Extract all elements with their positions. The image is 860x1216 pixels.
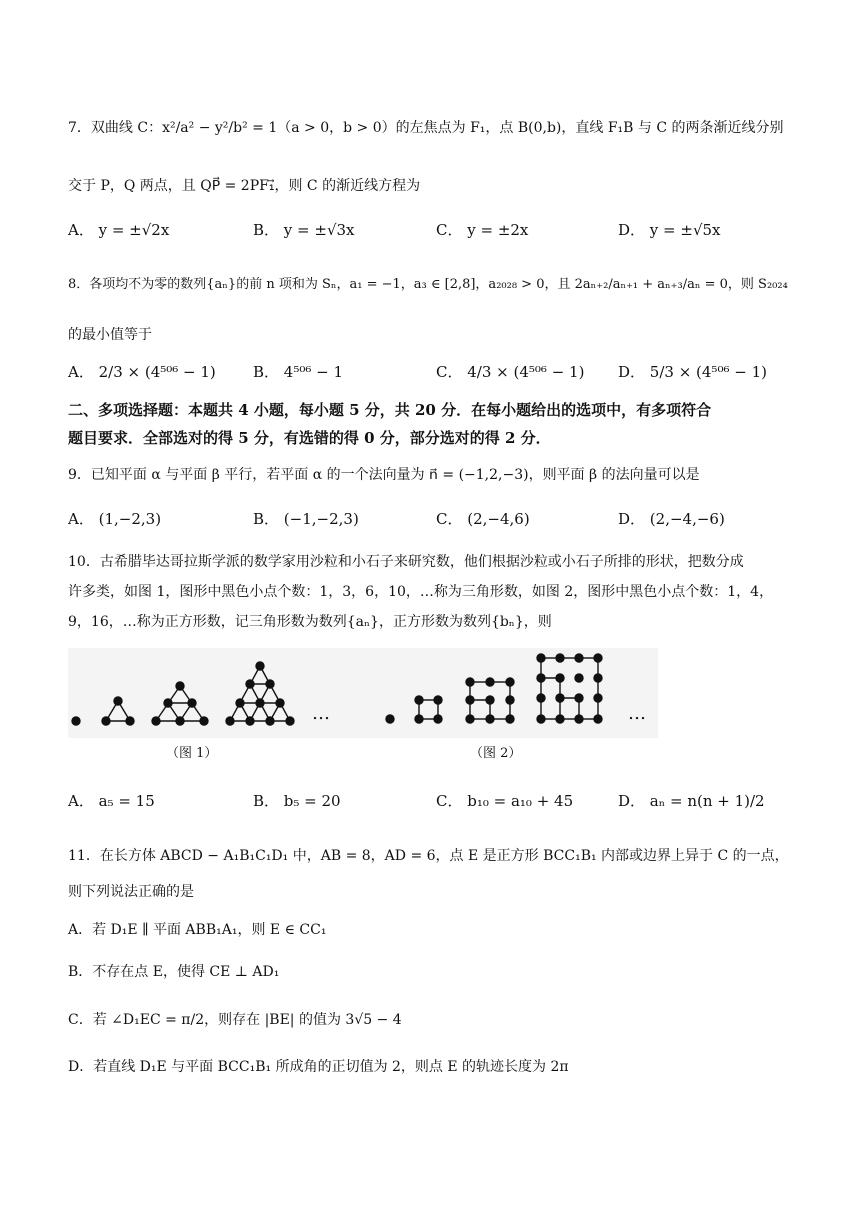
- square-dot: [434, 715, 442, 723]
- q9-option-a[interactable]: A． (1,−2,3): [68, 510, 162, 528]
- square-dot: [594, 715, 602, 723]
- square-dot: [466, 678, 474, 686]
- q7-stem-line2: 交于 P，Q 两点，且 QP⃗ = 2PF₁⃗，则 C 的渐近线方程为: [68, 178, 421, 194]
- square-dot: [434, 696, 442, 704]
- square-dot: [386, 715, 394, 723]
- q10-option-d[interactable]: D． aₙ = n(n + 1)/2: [618, 792, 765, 810]
- q10-option-c[interactable]: C． b₁₀ = a₁₀ + 45: [436, 792, 574, 810]
- triangle-dot: [188, 699, 196, 707]
- triangle-dot: [226, 717, 234, 725]
- q9-option-d[interactable]: D． (2,−4,−6): [618, 510, 725, 528]
- square-dot: [594, 674, 602, 682]
- triangle-dot: [102, 717, 110, 725]
- square-dot: [575, 715, 583, 723]
- square-dot: [486, 715, 494, 723]
- square-dot: [506, 678, 514, 686]
- triangle-dot: [256, 662, 264, 670]
- q8-stem-line1: 8．各项均不为零的数列{aₙ}的前 n 项和为 Sₙ，a₁ = −1，a₃ ∈ [2,8]，a₂₀₂₈ > 0，且 2aₙ₊₂/aₙ₊₁ + aₙ₊₃/aₙ = 0，则 S₂₀₂₄: [68, 277, 788, 292]
- q7-option-b[interactable]: B． y = ±√3x: [253, 221, 355, 239]
- square-dot: [415, 715, 423, 723]
- square-dot: [594, 694, 602, 702]
- q11-option-b[interactable]: B．不存在点 E，使得 CE ⊥ AD₁: [68, 964, 280, 980]
- figure-2-ellipsis: …: [628, 703, 646, 724]
- q8-option-a[interactable]: A． 2/3 × (4⁵⁰⁶ − 1): [68, 363, 216, 381]
- q8-option-c[interactable]: C． 4/3 × (4⁵⁰⁶ − 1): [436, 363, 585, 381]
- q9-option-b[interactable]: B． (−1,−2,3): [253, 510, 359, 528]
- square-dot: [556, 715, 564, 723]
- q10-stem-line3: 9，16，…称为正方形数，记三角形数为数列{aₙ}，正方形数为数列{bₙ}，则: [68, 614, 552, 630]
- section-2-heading-line2: 题目要求．全部选对的得 5 分，有选错的得 0 分，部分选对的得 2 分．: [68, 429, 551, 447]
- triangle-dot: [176, 682, 184, 690]
- q10-stem-line2: 许多类，如图 1，图形中黑色小点个数：1，3，6，10，…称为三角形数，如图 2，图形中黑色小点个数：1，4，: [68, 584, 774, 600]
- square-dot: [466, 696, 474, 704]
- triangle-dot: [164, 699, 172, 707]
- figure-1-ellipsis: …: [312, 703, 330, 724]
- q9-stem: 9．已知平面 α 与平面 β 平行，若平面 α 的一个法向量为 n⃗ = (−1,2,−3)，则平面 β 的法向量可以是: [68, 467, 700, 483]
- square-dot: [556, 654, 564, 662]
- triangle-dot: [246, 680, 254, 688]
- triangle-dot: [246, 717, 254, 725]
- figure-2-caption: （图 2）: [470, 746, 522, 761]
- square-dot: [415, 696, 423, 704]
- square-dot: [556, 674, 564, 682]
- square-dot: [486, 678, 494, 686]
- q7-stem-line1: 7．双曲线 C：x²/a² − y²/b² = 1（a > 0，b > 0）的左焦点为 F₁，点 B(0,b)，直线 F₁B 与 C 的两条渐近线分别: [68, 120, 784, 136]
- square-dot: [466, 715, 474, 723]
- square-dot: [537, 694, 545, 702]
- square-dot: [556, 694, 564, 702]
- triangle-dot: [126, 717, 134, 725]
- triangle-dot: [72, 717, 80, 725]
- q11-option-d[interactable]: D．若直线 D₁E 与平面 BCC₁B₁ 所成角的正切值为 2，则点 E 的轨迹长度为 2π: [68, 1059, 569, 1075]
- q8-stem-line2: 的最小值等于: [68, 327, 152, 343]
- triangle-dot: [152, 717, 160, 725]
- q10-option-a[interactable]: A． a₅ = 15: [68, 792, 155, 810]
- q10-option-b[interactable]: B． b₅ = 20: [253, 792, 341, 810]
- q10-stem-line1: 10．古希腊毕达哥拉斯学派的数学家用沙粒和小石子来研究数，他们根据沙粒或小石子所排的形状，把数分成: [68, 554, 744, 570]
- triangle-dot: [266, 680, 274, 688]
- q11-option-c[interactable]: C．若 ∠D₁EC = π/2，则存在 |BE| 的值为 3√5 − 4: [68, 1012, 402, 1028]
- square-dot: [537, 674, 545, 682]
- triangle-dot: [266, 717, 274, 725]
- q11-stem-line1: 11．在长方体 ABCD − A₁B₁C₁D₁ 中，AB = 8，AD = 6，点 E 是正方形 BCC₁B₁ 内部或边界上异于 C 的一点，: [68, 848, 789, 864]
- triangle-dot: [236, 699, 244, 707]
- q11-option-a[interactable]: A．若 D₁E ∥ 平面 ABB₁A₁，则 E ∈ CC₁: [68, 922, 327, 938]
- q11-stem-line2: 则下列说法正确的是: [68, 884, 194, 900]
- square-dot: [575, 674, 583, 682]
- figure-1-caption: （图 1）: [166, 746, 218, 761]
- square-dot: [506, 696, 514, 704]
- triangle-dot: [286, 717, 294, 725]
- triangle-dot: [256, 699, 264, 707]
- square-dot: [486, 696, 494, 704]
- square-dot: [506, 715, 514, 723]
- triangle-dot: [276, 699, 284, 707]
- q8-option-d[interactable]: D． 5/3 × (4⁵⁰⁶ − 1): [618, 363, 767, 381]
- q7-option-d[interactable]: D． y = ±√5x: [618, 221, 721, 239]
- section-2-heading-line1: 二、多项选择题：本题共 4 小题，每小题 5 分，共 20 分．在每小题给出的选项中，有多项符合: [68, 401, 712, 419]
- square-dot: [537, 715, 545, 723]
- triangle-dot: [176, 717, 184, 725]
- q8-option-b[interactable]: B． 4⁵⁰⁶ − 1: [253, 363, 344, 381]
- square-dot: [575, 694, 583, 702]
- q9-option-c[interactable]: C． (2,−4,6): [436, 510, 530, 528]
- square-dot: [594, 654, 602, 662]
- square-dot: [575, 654, 583, 662]
- square-dot: [537, 654, 545, 662]
- q7-option-a[interactable]: A． y = ±√2x: [68, 221, 170, 239]
- q7-option-c[interactable]: C． y = ±2x: [436, 221, 529, 239]
- triangle-dot: [114, 697, 122, 705]
- triangle-dot: [200, 717, 208, 725]
